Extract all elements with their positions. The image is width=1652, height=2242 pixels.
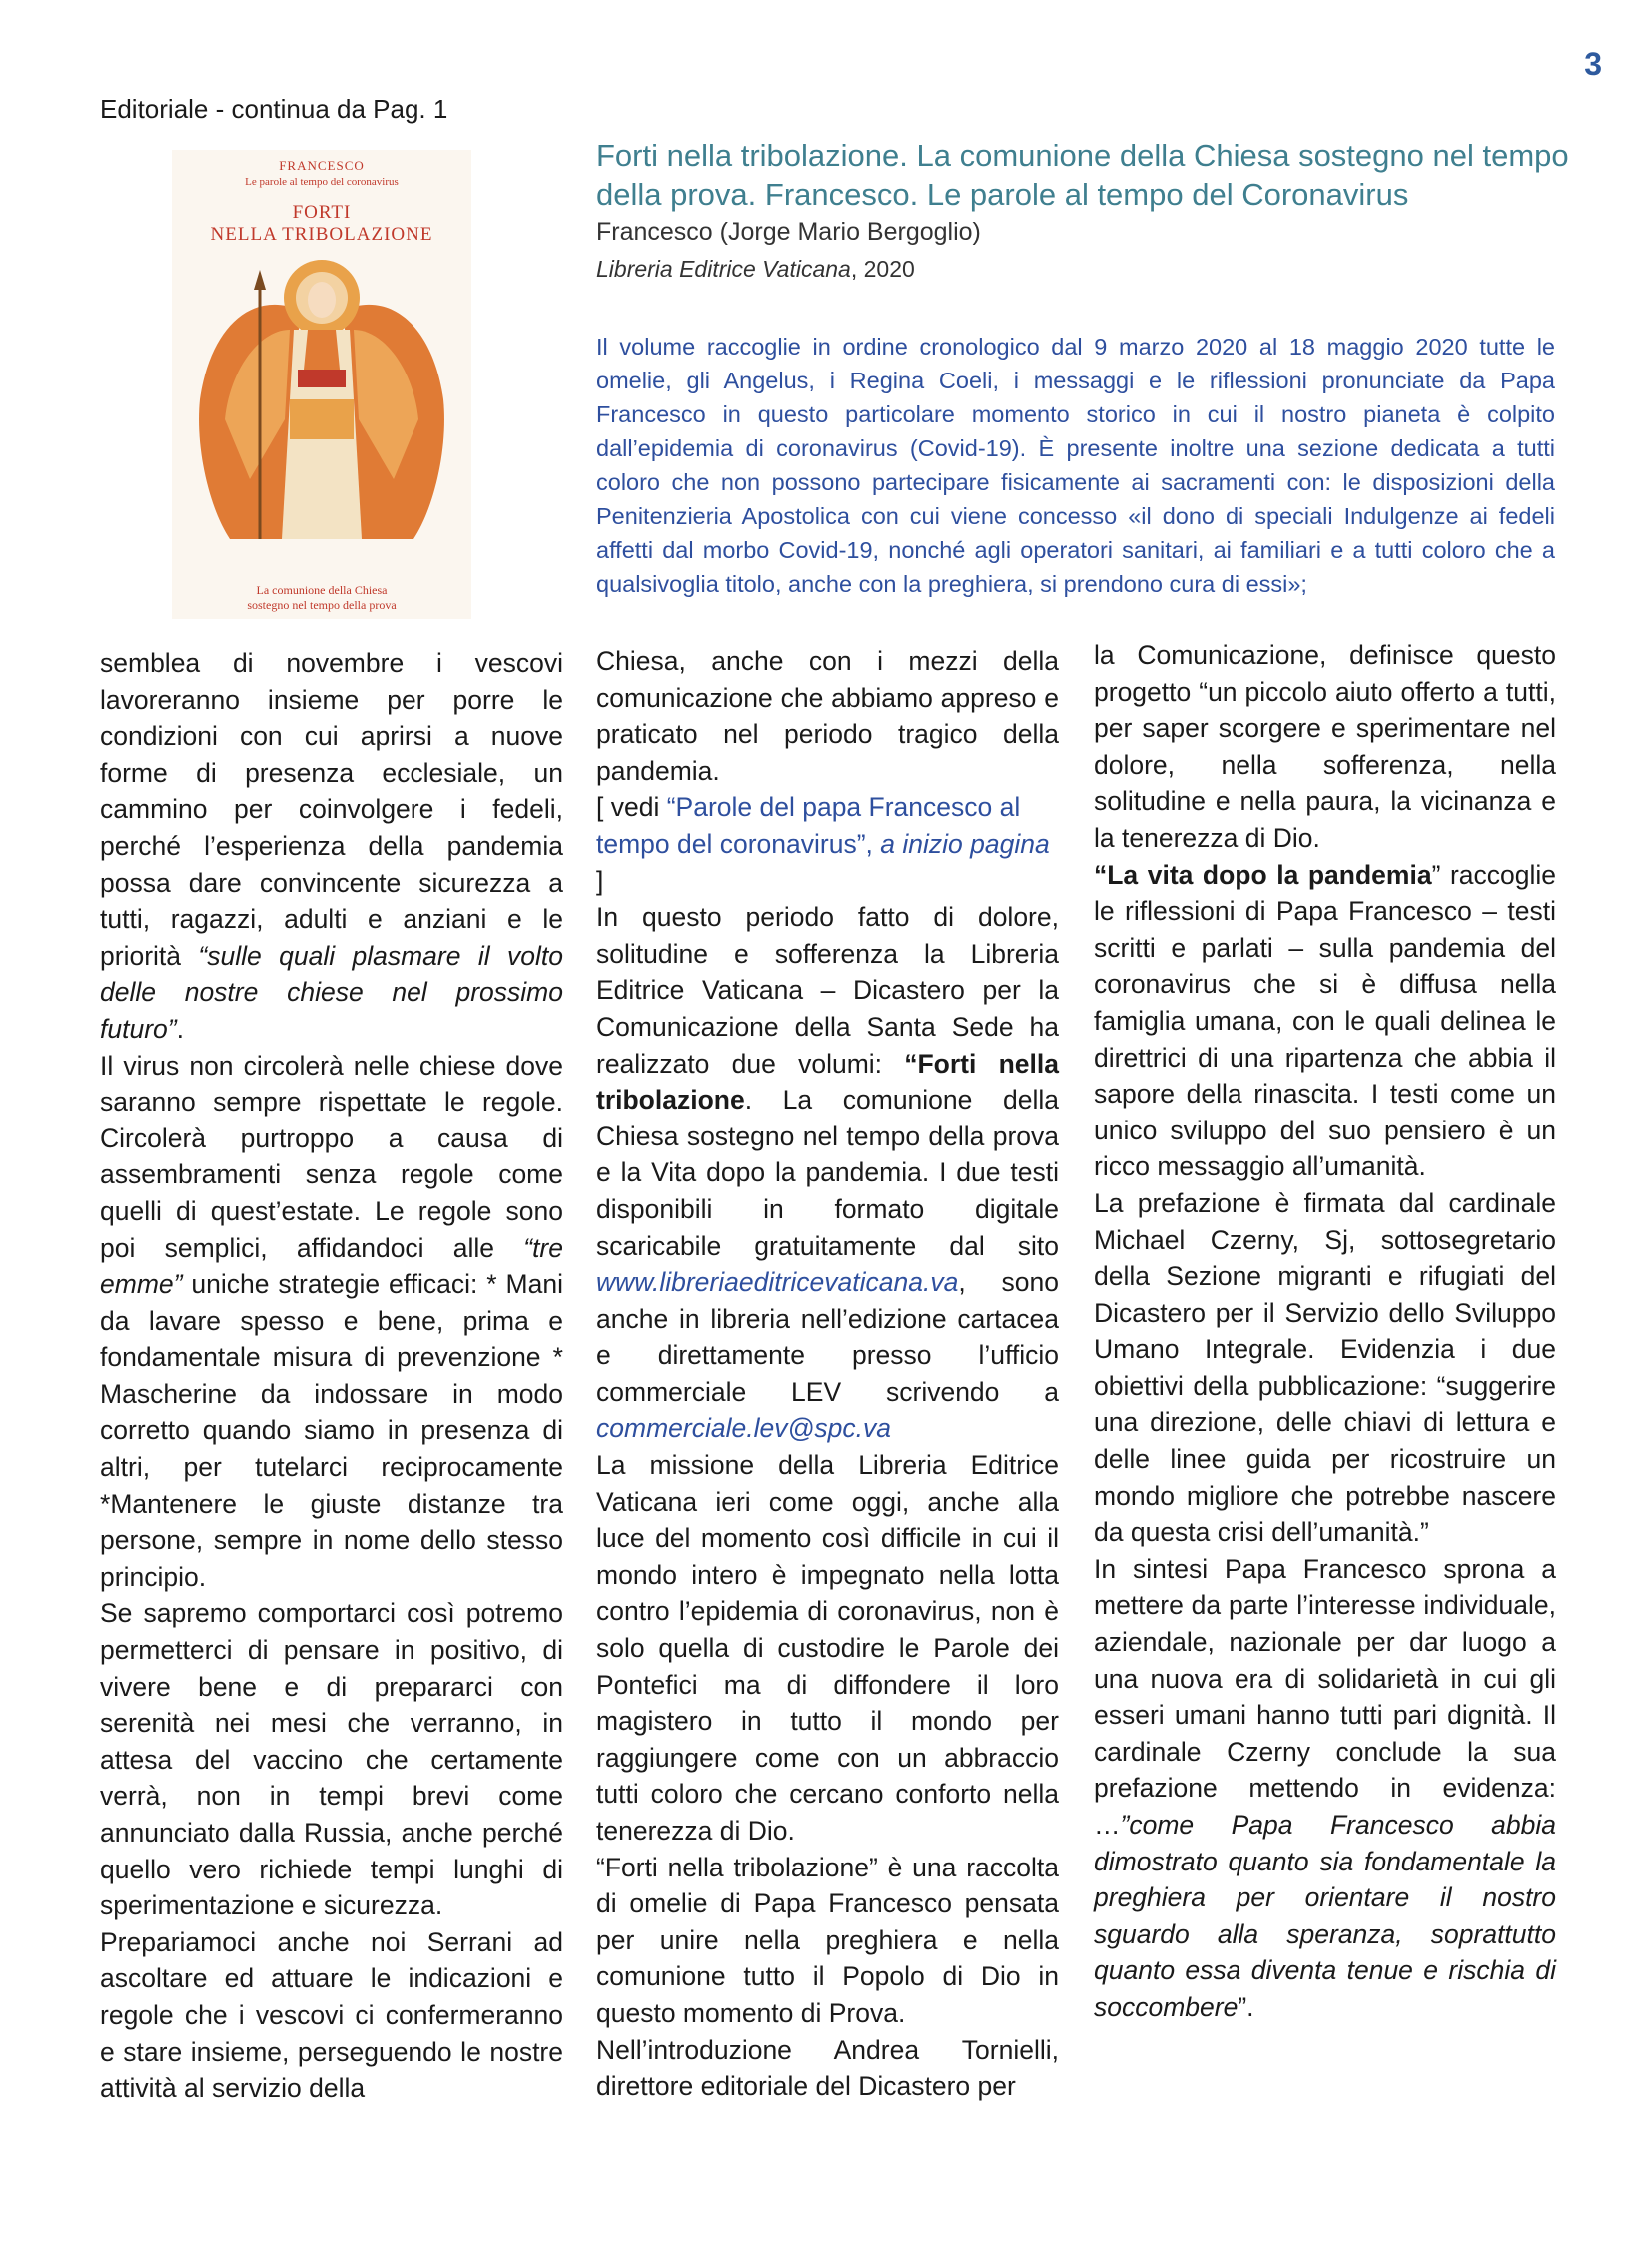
cover-subtitle: Le parole al tempo del coronavirus — [245, 176, 399, 188]
paragraph: La missione della Libreria Editrice Vaticana ieri come oggi, anche alla luce del momento così difficile in cui il mondo intero è impegnato nella lotta contro l’epidemia di coronavirus, non è solo quella di custodire le Parole dei Pontefici ma di diffondere il loro magistero in tutto il mondo per raggiungere come con un abbraccio tutti coloro che cercano conforto nella tenerezza di Dio. — [596, 1450, 1059, 1846]
cover-title-line1: FORTI — [292, 202, 352, 223]
paragraph: Il virus non circolerà nelle chiese dove saranno sempre rispettate le regole. Circolerà purtroppo a causa di assembramenti senza regole come quelli di quest’estate. Le regole sono poi semplici, affidandoci alle “tre emme” uniche strategie efficaci: * Mani da lavare spesso e bene, prima e fondamentale misura di prevenzione * Mascherine da indossare in modo corretto quando siamo in presenza di altri, per tutelarci reciprocamente *Mantenere le giuste distanze tra persone, sempre in nome dello stesso principio. — [100, 1050, 563, 1592]
cover-bottom-line2: sostegno nel tempo della prova — [247, 598, 397, 612]
paragraph: semblea di novembre i vescovi lavoreranno insieme per porre le condizioni con cui aprirsi a nuove forme di presenza ecclesiale, un cammino per coinvolgere i fedeli, perché l’esperienza della pandemia possa dare convincente sicurezza a tutti, ragazzi, adulti e anziani e le priorità “sulle quali plasmare il volto delle nostre chiese nel prossimo futuro”. — [100, 648, 563, 1044]
cross-reference-note: [ vedi “Parole del papa Francesco al tempo del coronavirus”, a inizio pagina ] — [596, 792, 1050, 896]
paragraph: In questo periodo fatto di dolore, solitudine e sofferenza la Libreria Editrice Vaticana – Dicastero per la Comunicazione della Santa Sede ha realizzato due volumi: “Forti nella tribolazione. La comunione della Chiesa sostegno nel tempo della prova e la Vita dopo la pandemia. I due testi disponibili in formato digitale scaricabile gratuitamente dal sito www.libreriaeditricevaticana.va, sono anche in libreria nell’edizione cartacea e direttamente presso l’ufficio commerciale LEV scrivendo a commerciale.lev@spc.va — [596, 902, 1059, 1444]
cover-title — [172, 202, 471, 246]
reference-link[interactable]: “Parole del papa Francesco al tempo del coronavirus” — [596, 792, 1021, 859]
cover-bottom-line1: La comunione della Chiesa — [256, 583, 388, 597]
cover-author: FRANCESCO — [279, 158, 365, 173]
email-link[interactable]: commerciale.lev@spc.va — [596, 1413, 891, 1444]
paragraph: Nell’introduzione Andrea Tornielli, direttore editoriale del Dicastero per — [596, 2034, 1059, 2102]
paragraph: Chiesa, anche con i mezzi della comunicazione che abbiamo appreso e praticato nel periodo tragico della pandemia. — [596, 646, 1059, 786]
angel-icon — [190, 250, 453, 549]
paragraph: Se sapremo comportarci così potremo permetterci di pensare in positivo, di vivere bene e di prepararci con serenità nei mesi che verranno, in attesa del vaccino che certamente verrà, non in tempi brevi come annunciato dalla Russia, anche perché quello vero richiede tempi lunghi di sperimentazione e sicurezza. — [100, 1598, 563, 1921]
paragraph: “La vita dopo la pandemia” raccoglie le riflessioni di Papa Francesco – testi scritti e parlati – sulla pandemia del coronavirus che si è diffusa nella famiglia umana, con le quali delinea le direttrici di una ripartenza che abbia il sapore della rinascita. I testi come un unico sviluppo del suo pensiero è un ricco messaggio all’umanità. — [1094, 859, 1556, 1182]
book-author: Francesco (Jorge Mario Bergoglio) — [596, 218, 981, 246]
paragraph: La prefazione è firmata dal cardinale Michael Czerny, Sj, sottosegretario della Sezione migranti e rifugiati del Dicastero per il Servizio dello Sviluppo Umano Integrale. Evidenzia i due obiettivi della pubblicazione: “suggerire una direzione, delle chiavi di lettura e delle linee guida per ricostruire un mondo migliore che potrebbe nascere da questa crisi dell’umanità.” — [1094, 1187, 1556, 1548]
publication-year: , 2020 — [850, 256, 915, 282]
website-link[interactable]: www.libreriaeditricevaticana.va — [596, 1267, 959, 1298]
cover-title-line2: NELLA TRIBOLAZIONE — [210, 224, 433, 245]
paragraph: Prepariamoci anche noi Serrani ad ascoltare ed attuare le indicazioni e regole che i vescovi ci confermeranno e stare insieme, perseguendo le nostre attività al servizio della — [100, 1926, 563, 2104]
paragraph: la Comunicazione, definisce questo progetto “un piccolo aiuto offerto a tutti, per saper scorgere e sperimentare nel dolore, nella sofferenza, nella solitudine e nella paura, la vicinanza e la tenerezza di Dio. — [1094, 640, 1556, 853]
page-number: 3 — [1584, 46, 1602, 82]
paragraph: “Forti nella tribolazione” è una raccolta di omelie di Papa Francesco pensata per unire nella preghiera e nella comunione tutto il Popolo di Dio in questo momento di Prova. — [596, 1852, 1059, 2028]
paragraph: In sintesi Papa Francesco sprona a mettere da parte l’interesse individuale, aziendale, nazionale per dar luogo a una nuova era di solidarietà in cui gli esseri umani hanno tutti pari dignità. Il cardinale Czerny conclude la sua prefazione mettendo in evidenza: …”come Papa Francesco abbia dimostrato quanto sia fondamentale la preghiera per orientare il nostro sguardo alla speranza, soprattutto quanto essa diventa tenue e rischia di soccombere”. — [1094, 1553, 1556, 2022]
article-column-1 — [100, 645, 563, 2107]
continuation-label: Editoriale - continua da Pag. 1 — [100, 94, 448, 124]
article-column-2 — [596, 643, 1059, 2105]
book-publisher — [596, 256, 915, 283]
book-cover — [172, 150, 471, 619]
book-title: Forti nella tribolazione. La comunione della Chiesa sostegno nel tempo della prova. Francesco. Le parole al tempo del Coronavirus — [596, 138, 1569, 212]
article-column-3 — [1094, 637, 1556, 2026]
publisher-name: Libreria Editrice Vaticana — [596, 256, 851, 282]
book-summary: Il volume raccoglie in ordine cronologico dal 9 marzo 2020 al 18 maggio 2020 tutte le omelie, gli Angelus, i Regina Coeli, i messaggi e le riflessioni pronunciate da Papa Francesco in questo particolare momento storico in cui il nostro pianeta è colpito dall’epidemia di coronavirus (Covid-19). È presente inoltre una sezione dedicata a tutti coloro che non possono partecipare fisicamente ai sacramenti con: le disposizioni della Penitenzieria Apostolica con cui viene concesso «il dono di speciali Indulgenze ai fedeli affetti dal morbo Covid-19, nonché agli operatori sanitari, ai familiari e a tutti coloro che a qualsivoglia titolo, anche con la preghiera, si prendono cura di essi»; — [596, 334, 1555, 597]
